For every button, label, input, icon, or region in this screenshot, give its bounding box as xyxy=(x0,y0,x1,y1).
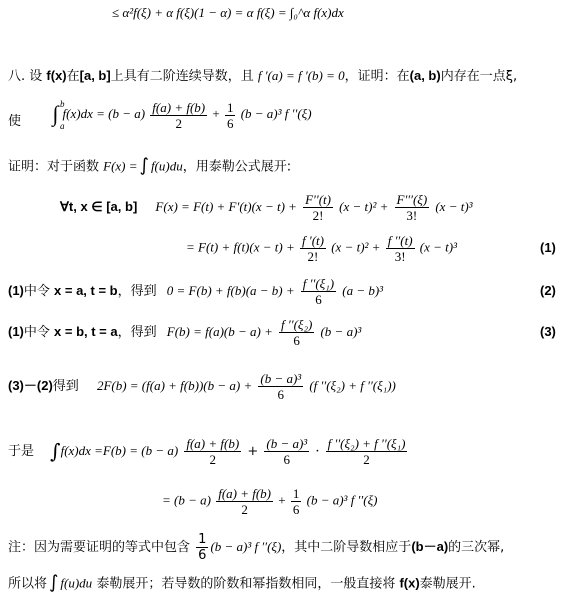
text: ，其中二阶导数相应于 xyxy=(281,540,412,555)
numerator: 1 xyxy=(292,486,300,501)
denominator: 6 xyxy=(283,452,291,467)
fraction xyxy=(150,101,207,130)
denominator: 6 xyxy=(292,502,300,517)
text: (x − t)³ xyxy=(419,239,457,255)
integral-sign: ∫ xyxy=(49,572,59,593)
result-line-1 xyxy=(8,437,409,466)
fraction xyxy=(225,101,236,130)
fraction xyxy=(196,533,208,562)
text: (x − t)² + xyxy=(331,239,381,255)
taylor-line-1 xyxy=(60,193,473,222)
text: (1) xyxy=(8,283,24,298)
text: x = b, t = a xyxy=(54,324,118,339)
text: ，用泰勒公式展开: xyxy=(182,159,292,175)
text: f(x) xyxy=(399,575,420,591)
text: = (b − a) xyxy=(162,492,211,508)
text: f(u)du xyxy=(150,158,183,174)
text: + xyxy=(212,105,220,121)
integral-sign: ∫ xyxy=(139,155,149,176)
numerator: (b − a)³ xyxy=(260,371,302,386)
text: + xyxy=(247,444,259,459)
text: ，得到 xyxy=(117,284,157,299)
text: 证明：对于函数 xyxy=(8,159,104,175)
fraction xyxy=(300,234,326,263)
result-line-2 xyxy=(162,487,377,516)
fraction xyxy=(395,193,430,222)
text: 上具有二阶连续导数，且 xyxy=(110,69,258,84)
text: f(x)dx =F(b) = (b − a) xyxy=(60,443,179,458)
problem-number: 八. xyxy=(8,69,30,84)
text: 所以将 xyxy=(8,576,48,592)
fraction xyxy=(291,487,302,516)
numerator: f(a) + f(b) xyxy=(186,436,240,451)
problem-statement xyxy=(8,69,517,83)
denominator: 3! xyxy=(406,208,418,223)
numerator: f(a) + f(b) xyxy=(218,486,272,501)
text: [a, b] xyxy=(79,68,111,83)
text: 内存在一点ξ, xyxy=(440,69,518,84)
text: (x − t)³ xyxy=(435,199,473,214)
step-3 xyxy=(8,372,396,401)
denominator: 2 xyxy=(209,452,217,467)
text: F(b) = f(a)(b − a) + xyxy=(166,324,273,339)
text: f(x)dx = (b − a) xyxy=(62,105,146,121)
text: (b − a)³ xyxy=(320,324,362,339)
text: 使 xyxy=(8,114,22,129)
fraction xyxy=(303,193,333,222)
denominator: 2 xyxy=(363,452,370,467)
taylor-line-2 xyxy=(186,234,457,263)
numerator: f ′(t) xyxy=(301,233,324,248)
text: F(x) = F(t) + F′(t)(x − t) + xyxy=(155,199,297,214)
numerator: f ′′(ξ₂) xyxy=(281,317,313,332)
text: ，证明：在 xyxy=(344,69,410,84)
text: f(x) xyxy=(46,68,67,83)
fraction xyxy=(279,318,314,347)
text: 2F(b) = (f(a) + f(b))(b − a) + xyxy=(96,378,253,393)
text: (b − a)³ f ′′(ξ) xyxy=(210,539,282,554)
numerator: f(a) + f(b) xyxy=(152,99,206,115)
numerator: f ′′(t) xyxy=(387,233,413,248)
prev-conclusion-line xyxy=(112,6,344,19)
numerator: 1 xyxy=(226,99,234,115)
text: (f ′′(ξ₂) + f ′′(ξ₁)) xyxy=(309,378,396,393)
numerator: F′′(t) xyxy=(305,192,331,207)
text: 在 xyxy=(66,69,80,84)
equation-tag-1: (1) xyxy=(540,240,556,255)
denominator: 6 xyxy=(198,548,207,563)
lower-limit: a xyxy=(60,121,65,131)
text: F(x) = xyxy=(103,158,138,174)
upper-limit: b xyxy=(60,99,65,109)
integral-sign: ∫ xyxy=(52,101,59,126)
text: (3)－(2) xyxy=(8,378,53,393)
fraction xyxy=(258,372,303,401)
proof-intro xyxy=(8,155,292,176)
numerator: f ′′(ξ₁) xyxy=(302,276,335,291)
text: 0 = F(b) + f(b)(a − b) + xyxy=(166,283,295,298)
fraction xyxy=(184,437,241,466)
denominator: 2! xyxy=(307,249,319,264)
text: + xyxy=(278,492,286,508)
denominator: 2 xyxy=(175,115,182,131)
text: ，得到 xyxy=(117,325,157,340)
text: (a − b)³ xyxy=(342,283,384,298)
text: 得到 xyxy=(52,379,79,394)
denominator: 6 xyxy=(226,115,234,131)
denominator: 6 xyxy=(277,387,285,402)
text: f(u)du xyxy=(60,575,93,591)
fraction xyxy=(386,234,415,263)
text: (x − t)² + xyxy=(339,199,389,214)
text: 设 xyxy=(29,69,47,84)
text: · xyxy=(315,444,320,459)
denominator: 6 xyxy=(293,333,300,348)
text: x = a, t = b xyxy=(54,283,118,298)
fraction xyxy=(264,437,309,466)
text: (b − a)³ f ′′(ξ) xyxy=(306,492,378,508)
text: 的三次幂, xyxy=(448,540,505,555)
text: (1) xyxy=(8,324,24,339)
note-line-1 xyxy=(8,533,504,562)
text: 泰勒展开. xyxy=(419,576,476,592)
integral-sign: ∫ xyxy=(50,438,61,463)
denominator: 6 xyxy=(315,292,322,307)
condition: f ′(a) = f ′(b) = 0 xyxy=(257,68,345,83)
text: ∀t, x ∈ [a, b] xyxy=(60,199,138,214)
text: 于是 xyxy=(8,444,35,459)
denominator: 2 xyxy=(241,502,248,517)
fraction xyxy=(216,487,273,516)
fraction xyxy=(326,437,408,466)
prev-conclusion-expr: ≤ α²f(ξ) + α f(ξ)(1 − α) = α f(ξ) = ∫₀^α f(x)dx xyxy=(112,5,344,20)
text: = F(t) + f(t)(x − t) + xyxy=(186,239,295,255)
text: 泰勒展开；若导数的阶数和幂指数相同，一般直接将 xyxy=(92,576,400,592)
text: 中令 xyxy=(23,325,55,340)
equation-tag-2: (2) xyxy=(540,283,556,298)
denominator: 3! xyxy=(394,249,406,264)
goal-label xyxy=(8,115,21,128)
text: 中令 xyxy=(23,284,55,299)
numerator: F′′′(ξ) xyxy=(396,192,428,207)
numerator: f ′′(ξ₂) + f ′′(ξ₁) xyxy=(327,436,406,451)
equation-tag-3: (3) xyxy=(540,324,556,339)
text: (b－a) xyxy=(411,539,449,554)
step-2 xyxy=(8,318,361,347)
denominator: 2! xyxy=(312,208,324,223)
numerator: (b − a)³ xyxy=(266,436,308,451)
text: (a, b) xyxy=(409,68,441,83)
fraction xyxy=(301,277,336,306)
step-1 xyxy=(8,277,383,306)
goal-equation xyxy=(52,98,312,132)
note-line-2 xyxy=(8,572,476,593)
text: (b − a)³ f ′′(ξ) xyxy=(240,105,312,121)
numerator: 1 xyxy=(198,532,207,547)
text: 注：因为需要证明的等式中包含 xyxy=(8,540,191,555)
